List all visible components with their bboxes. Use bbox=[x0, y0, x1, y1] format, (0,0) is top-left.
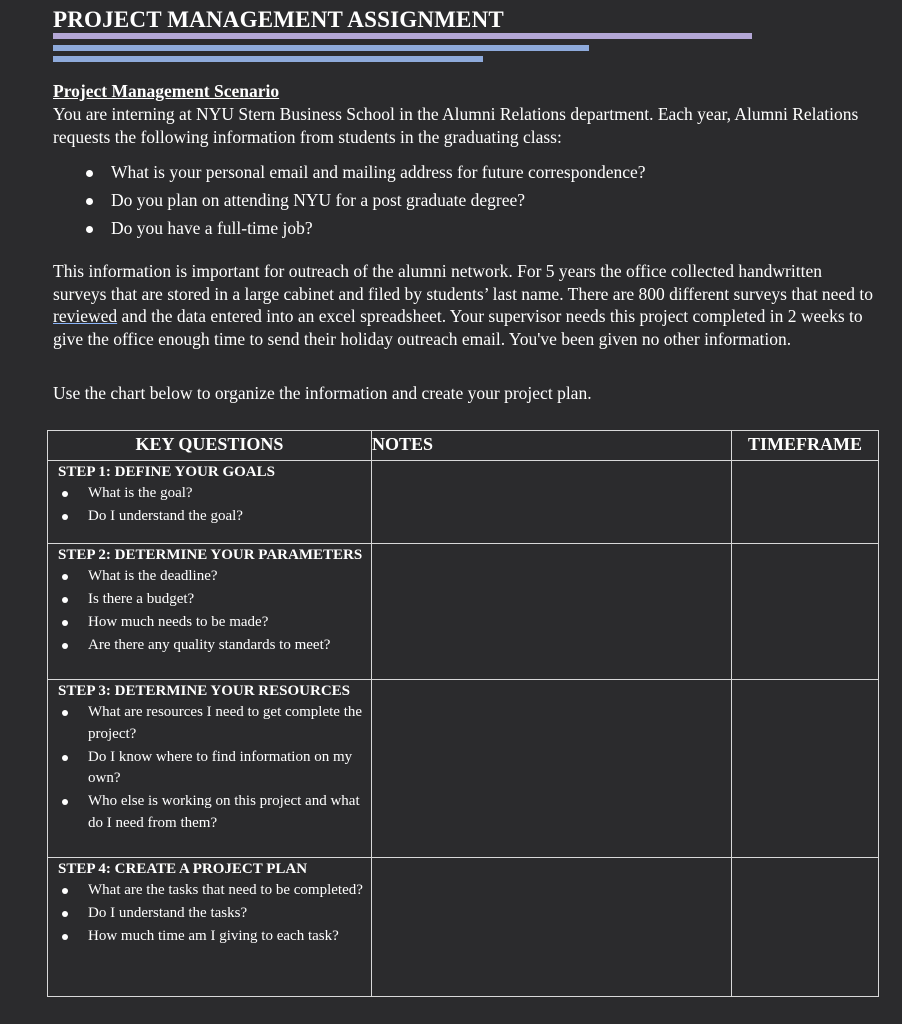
list-item bbox=[58, 566, 363, 588]
bullet-icon bbox=[62, 514, 68, 520]
notes-cell[interactable] bbox=[372, 680, 732, 858]
bullet-icon bbox=[62, 620, 68, 626]
spellcheck-marked-word: reviewed bbox=[53, 306, 118, 326]
list-item-text: Do I know where to find information on my own? bbox=[88, 748, 353, 786]
list-item bbox=[53, 158, 646, 186]
bullet-icon bbox=[62, 911, 68, 917]
list-item-text: What is the deadline? bbox=[88, 568, 218, 584]
step-cell bbox=[48, 461, 372, 544]
step-cell bbox=[48, 544, 372, 680]
context-text-start: This information is important for outreach of the alumni network. For 5 years the office collected handwritten surveys that are stored in a large cabinet and filed by students’ last name. There are 800 different surveys that need to bbox=[53, 261, 873, 304]
header-notes: NOTES bbox=[372, 431, 732, 461]
step-title: STEP 3: DETERMINE YOUR RESOURCES bbox=[58, 683, 350, 699]
list-item bbox=[53, 214, 646, 242]
table-row bbox=[48, 858, 879, 997]
step-cell bbox=[48, 858, 372, 997]
bullet-icon bbox=[62, 710, 68, 716]
list-item bbox=[58, 880, 363, 902]
list-item-text: How much needs to be made? bbox=[88, 614, 269, 630]
timeframe-cell[interactable] bbox=[732, 858, 879, 997]
step-cell bbox=[48, 680, 372, 858]
list-item bbox=[58, 747, 363, 790]
bullet-icon bbox=[62, 799, 68, 805]
context-text-end: and the data entered into an excel spreadsheet. Your supervisor needs this project completed in 2 weeks to give the office enough time to send their holiday outreach email. You've been given no other information. bbox=[53, 306, 863, 349]
step-title: STEP 4: CREATE A PROJECT PLAN bbox=[58, 861, 308, 877]
bullet-icon bbox=[62, 888, 68, 894]
scenario-heading: Project Management Scenario bbox=[53, 81, 280, 101]
timeframe-cell[interactable] bbox=[732, 680, 879, 858]
project-plan-table bbox=[47, 430, 879, 997]
list-item bbox=[58, 589, 363, 611]
bullet-icon bbox=[62, 755, 68, 761]
decorative-rule-1 bbox=[53, 33, 752, 39]
timeframe-cell[interactable] bbox=[732, 461, 879, 544]
list-item bbox=[58, 506, 363, 528]
list-item-text: Do I understand the goal? bbox=[88, 508, 243, 524]
notes-cell[interactable] bbox=[372, 858, 732, 997]
header-key-questions: KEY QUESTIONS bbox=[48, 431, 372, 461]
list-item bbox=[53, 186, 646, 214]
table-row bbox=[48, 461, 879, 544]
list-item-text: What is your personal email and mailing address for future correspondence? bbox=[111, 162, 646, 182]
decorative-rule-3 bbox=[53, 56, 483, 62]
notes-cell[interactable] bbox=[372, 544, 732, 680]
list-item-text: Do you plan on attending NYU for a post graduate degree? bbox=[111, 190, 526, 210]
bullet-icon bbox=[62, 491, 68, 497]
step-title: STEP 2: DETERMINE YOUR PARAMETERS bbox=[58, 547, 363, 563]
notes-cell[interactable] bbox=[372, 461, 732, 544]
timeframe-cell[interactable] bbox=[732, 544, 879, 680]
list-item-text: What are the tasks that need to be completed? bbox=[88, 882, 363, 898]
list-item-text: What is the goal? bbox=[88, 485, 193, 501]
bullet-icon bbox=[62, 643, 68, 649]
step-title: STEP 1: DEFINE YOUR GOALS bbox=[58, 464, 275, 480]
header-timeframe: TIMEFRAME bbox=[732, 431, 879, 461]
list-item-text: What are resources I need to get complete the project? bbox=[88, 704, 363, 742]
list-item bbox=[58, 791, 363, 834]
list-item-text: Are there any quality standards to meet? bbox=[88, 637, 331, 653]
list-item bbox=[58, 903, 363, 925]
list-item bbox=[58, 483, 363, 505]
table-row bbox=[48, 680, 879, 858]
list-item bbox=[58, 926, 363, 948]
list-item-text: Who else is working on this project and what do I need from them? bbox=[88, 793, 360, 831]
bullet-icon bbox=[86, 226, 93, 233]
list-item-text: Do I understand the tasks? bbox=[88, 905, 248, 921]
table-row bbox=[48, 544, 879, 680]
list-item bbox=[58, 635, 363, 657]
bullet-icon bbox=[62, 597, 68, 603]
bullet-icon bbox=[62, 934, 68, 940]
list-item bbox=[58, 702, 363, 745]
intro-paragraph: You are interning at NYU Stern Business School in the Alumni Relations department. Each year, Alumni Relations requests the following information from students in the graduating class: bbox=[53, 104, 859, 147]
list-item bbox=[58, 612, 363, 634]
list-item-text: Do you have a full-time job? bbox=[111, 218, 313, 238]
list-item-text: How much time am I giving to each task? bbox=[88, 928, 339, 944]
decorative-rule-2 bbox=[53, 45, 589, 51]
bullet-icon bbox=[86, 170, 93, 177]
document-title: PROJECT MANAGEMENT ASSIGNMENT bbox=[53, 7, 504, 32]
survey-questions-list bbox=[53, 158, 646, 242]
bullet-icon bbox=[86, 198, 93, 205]
list-item-text: Is there a budget? bbox=[88, 591, 195, 607]
bullet-icon bbox=[62, 574, 68, 580]
context-paragraph bbox=[53, 260, 873, 350]
table-header-row bbox=[48, 431, 879, 461]
instruction-paragraph: Use the chart below to organize the information and create your project plan. bbox=[53, 383, 592, 403]
